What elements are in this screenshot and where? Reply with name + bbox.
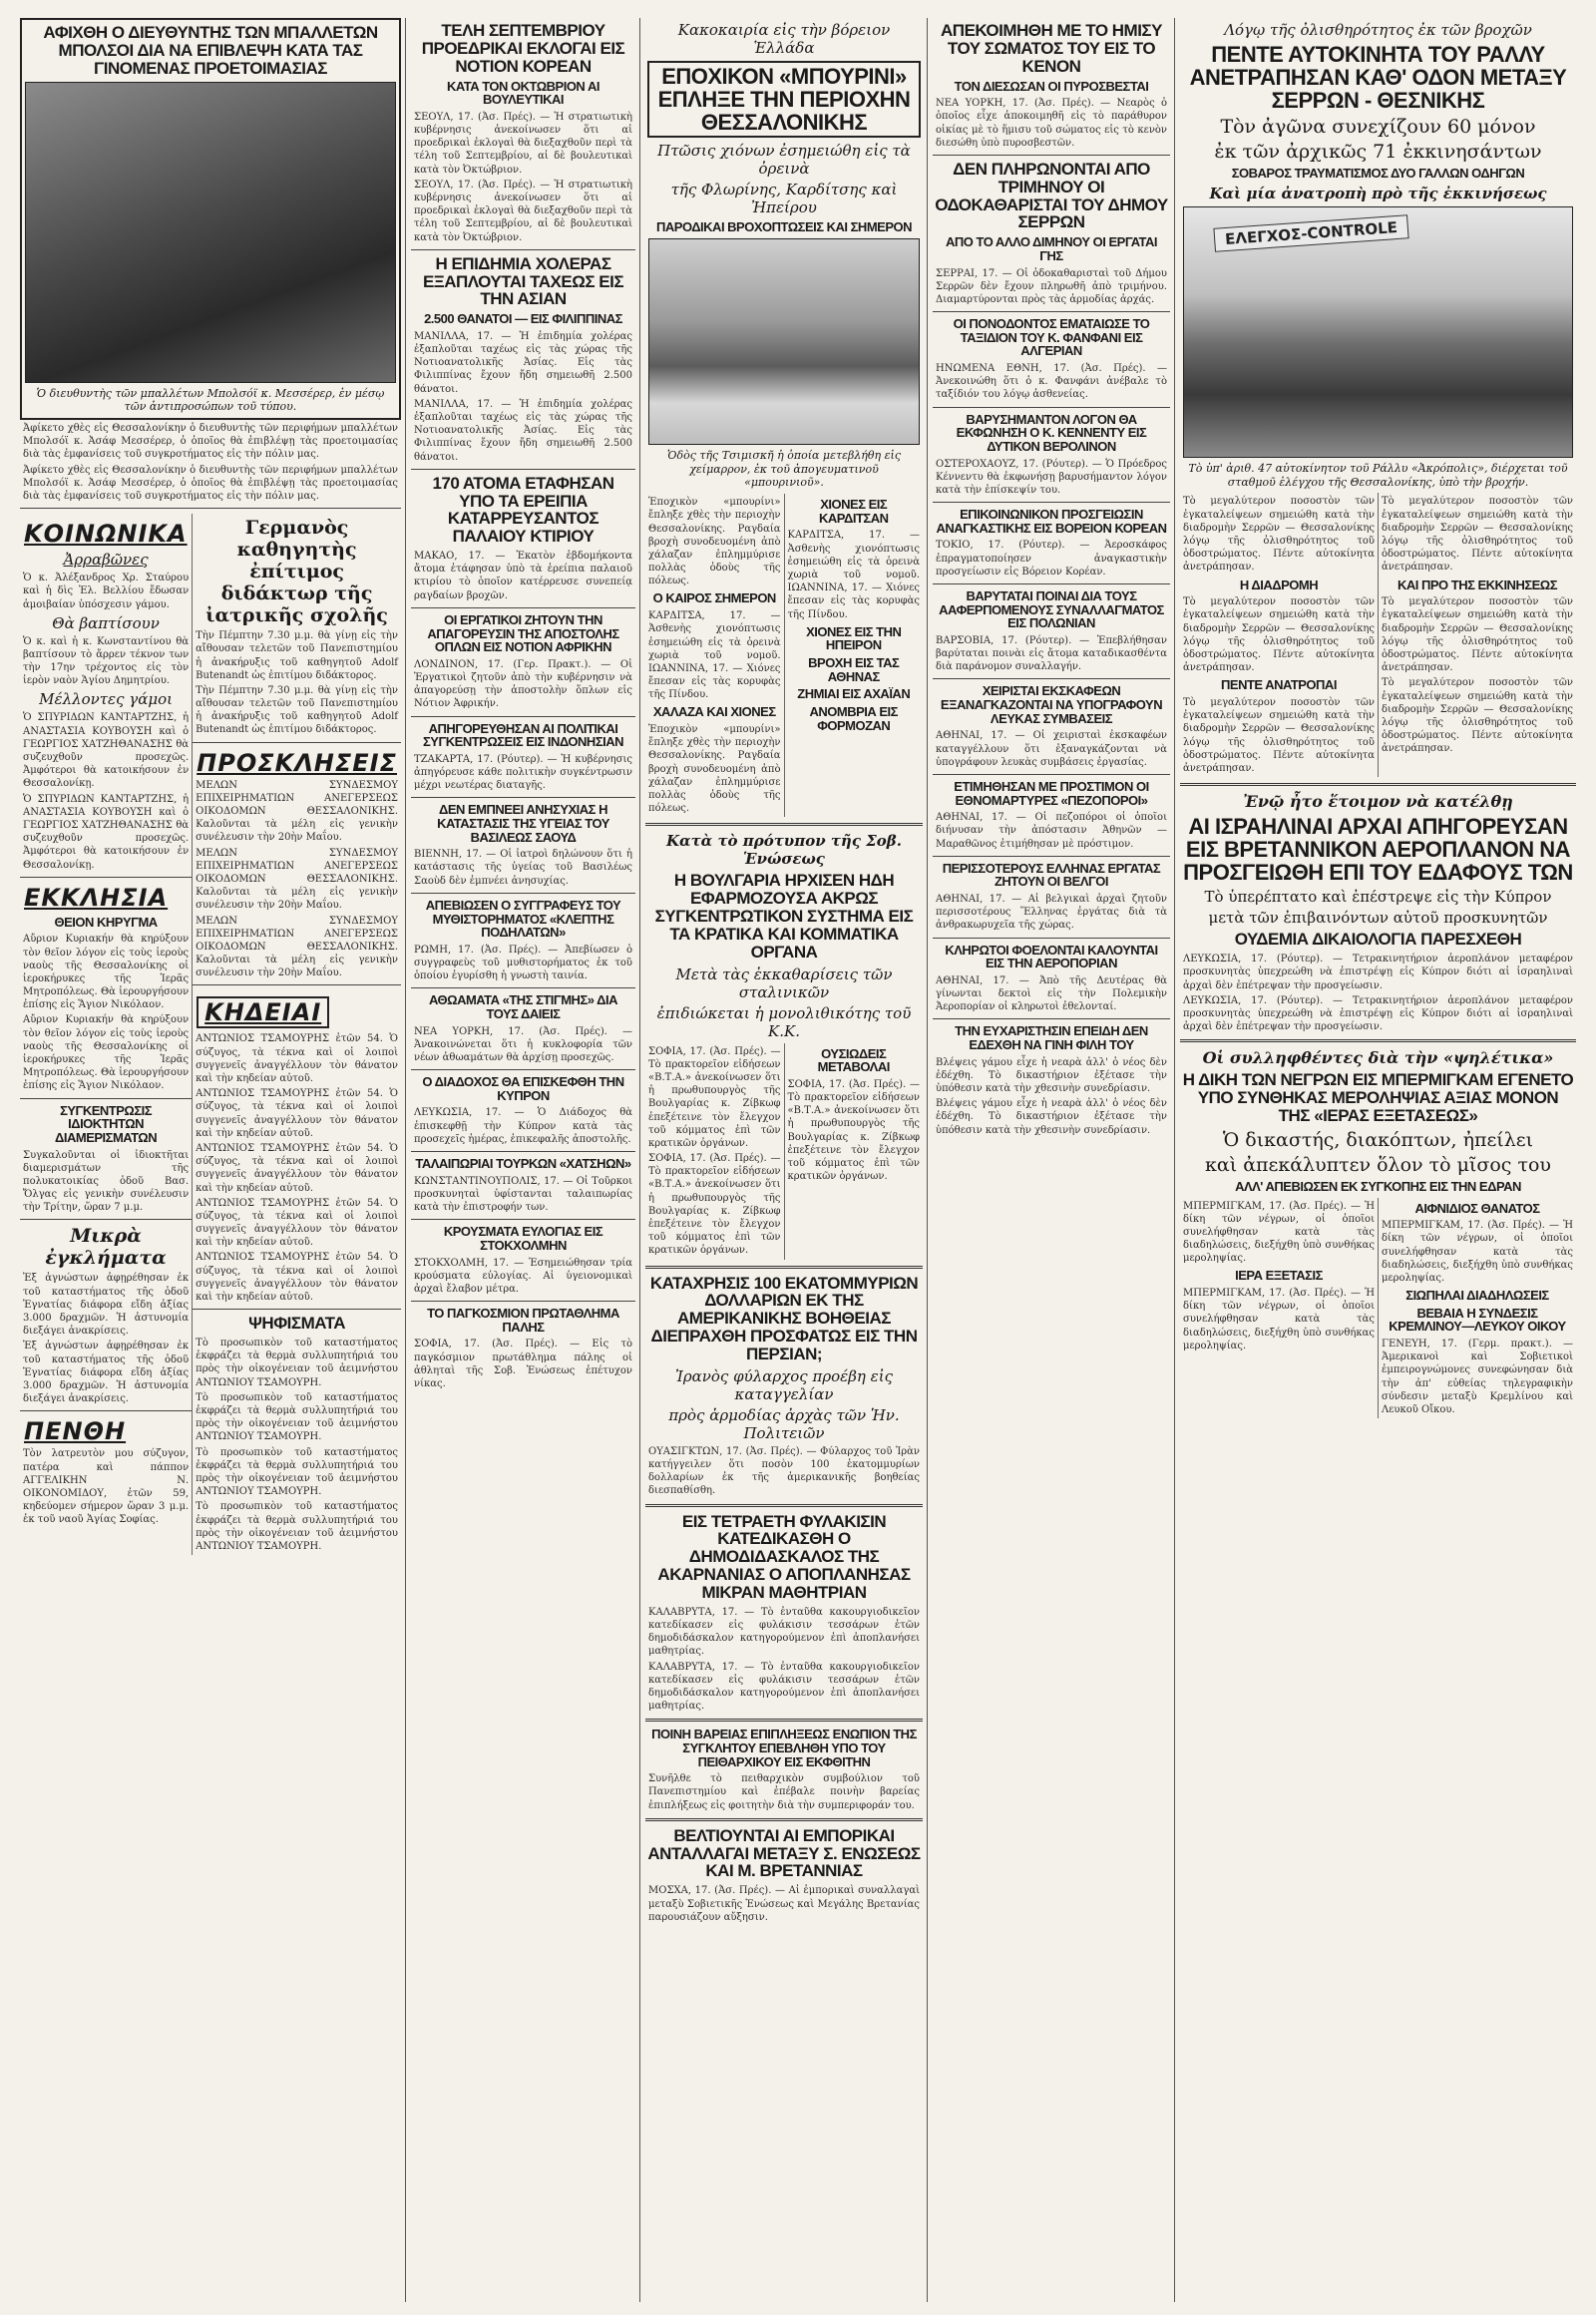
resolutions-body: Τὸ προσωπικὸν τοῦ καταστήματος ἐκφράζει τὰ θερμὰ συλλυπητήριά του πρὸς τὴν οἰκογένειαν τοῦ ἀειμνήστου ΑΝΤΩΝΙΟΥ ΤΣΑΜΟΥΡΗ. bbox=[196, 1446, 398, 1498]
acarnania-headline: ΕΙΣ ΤΕΤΡΑΕΤΗ ΦΥΛΑΚΙΣΙΝ ΚΑΤΕΔΙΚΑΣΘΗ Ο ΔΗΜΟΔΙΔΑΣΚΑΛΟΣ ΤΗΣ ΑΚΑΡΝΑΝΙΑΣ Ο ΑΠΟΠΛΑΝΗΣΑΣ ΜΙΚΡΑΝ ΜΑΘΗΤΡΙΑΝ bbox=[657, 1511, 911, 1602]
bulgaria-left bbox=[645, 1043, 784, 1260]
divider bbox=[933, 856, 1170, 857]
korea-headline: ΤΕΛΗ ΣΕΠΤΕΜΒΡΙΟΥ ΠΡΟΕΔΡΙΚΑΙ ΕΚΛΟΓΑΙ ΕΙΣ ΝΟΤΙΟΝ ΚΟΡΕΑΝ bbox=[421, 21, 625, 76]
society-baptisms: Θὰ βαπτίσουν bbox=[52, 613, 160, 632]
birmingham-section: ΣΙΩΠΗΛΑΙ ΔΙΑΔΗΛΩΣΕΙΣ bbox=[1405, 1288, 1549, 1304]
col1-right bbox=[192, 514, 401, 1555]
column-4 bbox=[933, 18, 1170, 2302]
hotline-headline: ΒΕΒΑΙΑ Η ΣΥΝΔΕΣΙΣ ΚΡΕΜΛΙΝΟΥ—ΛΕΥΚΟΥ ΟΙΚΟΥ bbox=[1389, 1305, 1566, 1335]
divider bbox=[645, 823, 923, 826]
romance-body: Βλέψεις γάμου εἶχε ἡ νεαρὰ ἀλλ' ὁ νέος δὲν ἐδέχθη. Τὸ δικαστήριον ἐξέτασε τὴν ὑπόθεσιν κατὰ τὴν χθεσινὴν συνεδρίασιν. bbox=[936, 1098, 1167, 1136]
resolutions-body: Τὸ προσωπικὸν τοῦ καταστήματος ἐκφράζει τὰ θερμὰ συλλυπητήριά του πρὸς τὴν οἰκογένειαν τοῦ ἀειμνήστου ΑΝΤΩΝΙΟΥ ΤΣΑΜΟΥΡΗ. bbox=[196, 1501, 398, 1552]
column-3 bbox=[645, 18, 923, 2302]
birmingham-split bbox=[1180, 1198, 1576, 1419]
birmingham-sub: Ὁ δικαστής, διακόπτων, ἠπείλει bbox=[1222, 1128, 1534, 1151]
arms-body: ΛΟΝΔΙΝΟΝ, 17. (Γερ. Πρακτ.). — Οἱ Ἐργατικοὶ ζητοῦν ἀπὸ τὴν κυβέρνησιν νὰ ἀπαγορεύσῃ τὴν ἀποστολὴν ὅπλων εἰς Νότιον Ἀφρικήν. bbox=[414, 658, 632, 710]
rally-photo bbox=[1183, 206, 1573, 458]
ballet-photo bbox=[25, 82, 396, 383]
rally-headline: ΠΕΝΤΕ ΑΥΤΟΚΙΝΗΤΑ ΤΟΥ ΡΑΛΛΥ ΑΝΕΤΡΑΠΗΣΑΝ ΚΑΘ' ΟΔΟΝ ΜΕΤΑΞΥ ΣΕΡΡΩΝ - ΘΕΣΝΙΚΗΣ bbox=[1189, 42, 1567, 114]
divider bbox=[645, 1504, 923, 1507]
weather-body: Ἐποχικὸν «μπουρίνι» ἔπληξε χθὲς τὴν περιοχὴν Θεσσαλονίκης. Ραγδαία βροχὴ συνοδευομένη ἀπὸ χάλαζαν ἐπλημμύρισε πολλὰς ὁδοὺς τῆς πόλεως. bbox=[648, 724, 781, 815]
divider bbox=[411, 1069, 635, 1070]
sleeper-body: ΝΕΑ ΥΟΡΚΗ, 17. (Ἀσ. Πρές). — Νεαρὸς ὁ ὁποῖος εἶχε ἀποκοιμηθῆ εἰς τὸ παράθυρον οἰκίας μὲ τὸ ἥμισυ τοῦ σώματος εἰς τὸ κενὸν διεσώθη ὑπὸ πυροσβεστῶν. bbox=[936, 98, 1167, 149]
column-1 bbox=[20, 18, 401, 2302]
divider bbox=[20, 1219, 192, 1220]
funerals-body: ΑΝΤΩΝΙΟΣ ΤΣΑΜΟΥΡΗΣ ἐτῶν 54. Ὁ σύζυγος, τὰ τέκνα καὶ οἱ λοιποὶ συγγενεῖς ἀναγγέλλουν τὸν θάνατον καὶ τὴν κηδείαν αὐτοῦ. bbox=[196, 1197, 398, 1249]
rally-sub: Καὶ μία ἀνατροπὴ πρὸ τῆς ἐκκινήσεως bbox=[1209, 184, 1547, 202]
belgium-body: ΑΘΗΝΑΙ, 17. — Αἱ βελγικαὶ ἀρχαὶ ζητοῦν περισσοτέρους Ἕλληνας ἐργάτας διὰ τὰ ἀνθρακωρυχεῖα τῆς χώρας. bbox=[936, 894, 1167, 932]
rally-sub: ΣΟΒΑΡΟΣ ΤΡΑΥΜΑΤΙΣΜΟΣ ΔΥΟ ΓΑΛΛΩΝ ΟΔΗΓΩΝ bbox=[1231, 166, 1525, 182]
weather-sub: Πτῶσις χιόνων ἐσημειώθη εἰς τὰ ὀρεινὰ bbox=[657, 142, 911, 179]
birmingham-sub: καὶ ἀπεκάλυπτεν ὅλον τὸ μῖσος του bbox=[1205, 1153, 1551, 1176]
kennedy-headline: ΒΑΡΥΣΗΜΑΝΤΟΝ ΛΟΓΟΝ ΘΑ ΕΚΦΩΝΗΣΗ Ο Κ. ΚΕΝΝΕΝΤΥ ΕΙΣ ΔΥΤΙΚΟΝ ΒΕΡΟΛΙΝΟΝ bbox=[956, 411, 1147, 454]
persia-headline: ΚΑΤΑΧΡΗΣΙΣ 100 ΕΚΑΤΟΜΜΥΡΙΩΝ ΔΟΛΛΑΡΙΩΝ ΕΚ ΤΗΣ ΑΜΕΡΙΚΑΝΙΚΗΣ ΒΟΗΘΕΙΑΣ ΔΙΕΠΡΑΧΘΗ ΠΡΟΣΦΑΤΩΣ ΕΙΣ ΤΗΝ ΠΕΡΣΙΑΝ; bbox=[649, 1273, 919, 1363]
weather-body: ΚΑΡΔΙΤΣΑ, 17. — Ἀσθενὴς χιονόπτωσις ἐσημειώθη εἰς τὰ ὀρεινὰ χωριὰ τοῦ νομοῦ. ΙΩΑΝΝΙΝΑ, 17. — Χιόνες ἔπεσαν εἰς τὰς κορυφὰς τῆς Πίνδου. bbox=[787, 530, 920, 620]
divider bbox=[933, 502, 1170, 503]
society-title: ΚΟΙΝΩΝΙΚΑ bbox=[24, 520, 188, 549]
hikers-headline: ΕΤΙΜΗΘΗΣΑΝ ΜΕ ΠΡΟΣΤΙΜΟΝ ΟΙ ΕΘΝΟΜΑΡΤΥΡΕΣ «ΠΕΖΟΠΟΡΟΙ» bbox=[954, 778, 1149, 808]
landing-headline: ΕΠΙΚΟΙΝΩΝΙΚΟΝ ΠΡΟΣΓΕΙΩΣΙΝ ΑΝΑΓΚΑΣΤΙΚΗΣ ΕΙΣ ΒΟΡΕΙΟΝ ΚΟΡΕΑΝ bbox=[936, 507, 1167, 536]
church-sub: ΘΕΙΟΝ ΚΗΡΥΓΜΑ bbox=[54, 914, 158, 930]
divider bbox=[933, 407, 1170, 408]
divider bbox=[645, 1719, 923, 1722]
author-body: ΡΩΜΗ, 17. (Ἀσ. Πρές). — Ἀπεβίωσεν ὁ συγγραφεὺς τοῦ μυθιστορήματος ἐκ τοῦ ὁποίου ἐγυρίσθη ἡ γνωστὴ ταινία. bbox=[414, 944, 632, 982]
mourning-title: ΠΕΝΘΗ bbox=[24, 1417, 127, 1446]
ballet-caption: Ὁ διευθυντὴς τῶν μπαλλέτων Μπολσόϊ κ. Μεσσέρερ, ἐν μέσῳ τῶν ἀντιπροσώπων τοῦ τύπου. bbox=[36, 386, 385, 414]
pilgrims-body: ΚΩΝΣΤΑΝΤΙΝΟΥΠΟΛΙΣ, 17. — Οἱ Τοῦρκοι προσκυνηταὶ ὑφίστανται ταλαιπωρίας κατὰ τὴν ἐπιστροφήν των. bbox=[414, 1175, 632, 1214]
serres-headline: ΔΕΝ ΠΛΗΡΩΝΟΝΤΑΙ ΑΠΟ ΤΡΙΜΗΝΟΥ ΟΙ ΟΔΟΚΑΘΑΡΙΣΤΑΙ ΤΟΥ ΔΗΜΟΥ ΣΕΡΡΩΝ bbox=[935, 159, 1168, 232]
society-body: Ὁ ΣΠΥΡΙΔΩΝ ΚΑΝΤΑΡΤΖΗΣ, ἡ ΑΝΑΣΤΑΣΙΑ ΚΟΥΒΟΥΣΗ καὶ ὁ ΓΕΩΡΓΙΟΣ ΧΑΤΖΗΘΑΝΑΣΗΣ θὰ συζευχθοῦν προσεχῶς. Ἀμφότεροι θὰ κατοικήσουν ἐν Θεσσαλονίκῃ. bbox=[23, 712, 190, 790]
indonesia-headline: ΑΠΗΓΟΡΕΥΘΗΣΑΝ ΑΙ ΠΟΛΙΤΙΚΑΙ ΣΥΓΚΕΝΤΡΩΣΕΙΣ ΕΙΣ ΙΝΔΟΝΗΣΙΑΝ bbox=[422, 720, 624, 750]
col1-left bbox=[20, 514, 192, 1555]
rally-body: Τὸ μεγαλύτερον ποσοστὸν τῶν ἐγκαταλείψεων σημειώθη κατὰ τὴν διαδρομὴν Σερρῶν — Θεσσαλονίκης λόγῳ τῆς ὀλισθηρότητος τοῦ ὁδοστρώματος. Πέντε αὐτοκίνητα ἀνετράπησαν. bbox=[1183, 496, 1375, 574]
divider bbox=[933, 583, 1170, 584]
weather-headline: ΕΠΟΧΙΚΟΝ «ΜΠΟΥΡΙΝΙ» ΕΠΛΗΞΕ ΤΗΝ ΠΕΡΙΟΧΗΝ ΘΕΣΣΑΛΟΝΙΚΗΣ bbox=[647, 61, 921, 138]
bulgaria-section: ΟΥΣΙΩΔΕΙΣ ΜΕΤΑΒΟΛΑΙ bbox=[817, 1045, 890, 1075]
weather-sub: ΠΑΡΟΔΙΚΑΙ ΒΡΟΧΟΠΤΩΣΕΙΣ ΚΑΙ ΣΗΜΕΡΟΝ bbox=[656, 219, 912, 235]
crimes-headline: Μικρὰ ἐγκλήματα bbox=[45, 1225, 167, 1270]
wrestling-body: ΣΟΦΙΑ, 17. (Ἀσ. Πρές). — Εἰς τὸ παγκόσμιον πρωτάθλημα πάλης οἱ ἀθληταὶ τῆς Σοβ. Ἑνώσεως ἐπέτυχον νίκας. bbox=[414, 1339, 632, 1389]
crimes-body: Ἐξ ἀγνώστων ἀφῃρέθησαν ἐκ τοῦ καταστήματος τῆς ὁδοῦ Ἐγνατίας διάφορα εἴδη ἀξίας 3.000 δραχμῶν. Ἡ ἀστυνομία διεξάγει ἀνακρίσεις. bbox=[23, 1273, 190, 1338]
fanfani-body: ΗΝΩΜΕΝΑ ΕΘΝΗ, 17. (Ἀσ. Πρές). — Ἀνεκοινώθη ὅτι ὁ κ. Φανφάνι ἀνέβαλε τὸ ταξίδιόν του λόγῳ ἀσθενείας. bbox=[936, 363, 1167, 401]
israel-sub: μετὰ τῶν ἐπιβαινόντων αὐτοῦ προσκυνητῶν bbox=[1208, 909, 1548, 928]
weather-section: ΖΗΜΙΑΙ ΕΙΣ ΑΧΑΪΑΝ bbox=[797, 686, 911, 702]
weather-left bbox=[645, 494, 784, 817]
rally-section: Η ΔΙΑΔΡΟΜΗ bbox=[1239, 577, 1319, 592]
flood-photo bbox=[648, 238, 920, 445]
rally-section: ΚΑΙ ΠΡΟ ΤΗΣ ΕΚΚΙΝΗΣΕΩΣ bbox=[1396, 577, 1558, 592]
rally-body: Τὸ μεγαλύτερον ποσοστὸν τῶν ἐγκαταλείψεων σημειώθη κατὰ τὴν διαδρομὴν Σερρῶν — Θεσσαλονίκης λόγῳ τῆς ὀλισθηρότητος τοῦ ὁδοστρώματος. Πέντε αὐτοκίνητα ἀνετράπησαν. bbox=[1382, 596, 1573, 674]
acarnania-body: ΚΑΛΑΒΡΥΤΑ, 17. — Τὸ ἐνταῦθα κακουργιοδικεῖον κατεδίκασεν εἰς φυλάκισιν τεσσάρων ἐτῶν δημοδιδάσκαλον κατηγορούμενον ἐπὶ ἀποπλανήσει μαθητρίας. bbox=[648, 1661, 920, 1713]
saud-headline: ΔΕΝ ΕΜΠΝΕΕΙ ΑΝΗΣΥΧΙΑΣ Η ΚΑΤΑΣΤΑΣΙΣ ΤΗΣ ΥΓΕΙΑΣ ΤΟΥ ΒΑΣΙΛΕΩΣ ΣΑΟΥΔ bbox=[437, 802, 609, 845]
birmingham-body: ΜΠΕΡΜΙΓΚΑΜ, 17. (Ἀσ. Πρές). — Ἡ δίκη τῶν νέγρων, οἱ ὁποῖοι συνελήφθησαν κατὰ τὰς διαδηλώσεις, διεξήχθη ὑπὸ συνθήκας μεροληψίας. bbox=[1183, 1288, 1375, 1351]
birmingham-sub: ΑΛΛ' ΑΠΕΒΙΩΣΕΝ ΕΚ ΣΥΓΚΟΠΗΣ ΕΙΣ ΤΗΝ ΕΔΡΑΝ bbox=[1235, 1178, 1521, 1194]
rally-body: Τὸ μεγαλύτερον ποσοστὸν τῶν ἐγκαταλείψεων σημειώθη κατὰ τὴν διαδρομὴν Σερρῶν — Θεσσαλονίκης λόγῳ τῆς ὀλισθηρότητος τοῦ ὁδοστρώματος. Πέντε αὐτοκίνητα ἀνετράπησαν. bbox=[1382, 496, 1573, 574]
weather-section: ΒΡΟΧΗ ΕΙΣ ΤΑΣ ΑΘΗΝΑΣ bbox=[808, 655, 900, 684]
belgium-headline: ΠΕΡΙΣΣΟΤΕΡΟΥΣ ΕΛΛΗΝΑΣ ΕΡΓΑΤΑΣ ΖΗΤΟΥΝ ΟΙ ΒΕΛΓΟΙ bbox=[942, 860, 1161, 890]
discipline-body: Συνῆλθε τὸ πειθαρχικὸν συμβούλιον τοῦ Πανεπιστημίου καὶ ἐπέβαλε ποινὴν βαρείας ἐπιπλήξεως εἰς φοιτητὴν διὰ τὴν συμπεριφοράν του. bbox=[648, 1773, 920, 1811]
divider bbox=[20, 508, 401, 509]
bulgaria-split bbox=[645, 1043, 923, 1260]
weather-kicker: Κακοκαιρία εἰς τὴν βόρειον Ἑλλάδα bbox=[677, 21, 891, 57]
fanfani-headline: ΟΙ ΠΟΝΟΔΟΝΤΟΣ ΕΜΑΤΑΙΩΣΕ ΤΟ ΤΑΞΙΔΙΟΝ ΤΟΥ Κ. ΦΑΝΦΑΝΙ ΕΙΣ ΑΛΓΕΡΙΑΝ bbox=[953, 316, 1150, 359]
cholera-body: ΜΑΝΙΛΛΑ, 17. — Ἡ ἐπιδημία χολέρας ἐξαπλοῦται ταχέως εἰς τὰς χώρας τῆς Νοτιοανατολικῆς Ἀσίας. Εἰς τὰς Φιλιππίνας ἔχουν ἤδη σημειωθῆ 2.500 θάνατοι. bbox=[414, 398, 632, 463]
funerals-body: ΑΝΤΩΝΙΟΣ ΤΣΑΜΟΥΡΗΣ ἐτῶν 54. Ὁ σύζυγος, τὰ τέκνα καὶ οἱ λοιποὶ συγγενεῖς ἀναγγέλλουν τὸν θάνατον καὶ τὴν κηδείαν αὐτοῦ. bbox=[196, 1142, 398, 1194]
hikers-body: ΑΘΗΝΑΙ, 17. — Οἱ πεζοπόροι οἱ ὁποῖοι διήνυσαν τὴν ἀπόστασιν Ἀθηνῶν — Μαραθῶνος ἐτιμήθησαν μὲ πρόστιμον. bbox=[936, 812, 1167, 850]
birmingham-body: ΜΠΕΡΜΙΓΚΑΜ, 17. (Ἀσ. Πρές). — Ἡ δίκη τῶν νέγρων, οἱ ὁποῖοι συνελήφθησαν κατὰ τὰς διαδηλώσεις, διεξήχθη ὑπὸ συνθήκας μεροληψίας. bbox=[1183, 1200, 1375, 1265]
divider bbox=[411, 1219, 635, 1220]
professor-body: Τὴν Πέμπτην 7.30 μ.μ. θὰ γίνῃ εἰς τὴν αἴθουσαν τελετῶν τοῦ Πανεπιστημίου ἡ ἀνακήρυξις τοῦ καθηγητοῦ Adolf Butenandt ὡς ἐπιτίμου διδάκτορος. bbox=[196, 684, 398, 736]
serres-body: ΣΕΡΡΑΙ, 17. — Οἱ ὁδοκαθαρισταὶ τοῦ Δήμου Σερρῶν δὲν ἔχουν πληρωθῆ ἀπὸ τριμήνου. Διαμαρτύρονται πρὸς τὰς ἁρμοδίας ἀρχάς. bbox=[936, 267, 1167, 305]
birmingham-section: ΙΕΡΑ ΕΞΕΤΑΣΙΣ bbox=[1235, 1268, 1323, 1284]
bulgaria-kicker: Κατὰ τὸ πρότυπον τῆς Σοβ. Ἑνώσεως bbox=[666, 832, 902, 869]
macao-body: ΜΑΚΑΟ, 17. — Ἑκατὸν ἑβδομήκοντα ἄτομα ἐτάφησαν ὑπὸ τὰ ἐρείπια παλαιοῦ κτιρίου τὸ ὁποῖον κατέρρευσε συνεπείᾳ ραγδαίων βροχῶν. bbox=[414, 551, 632, 601]
indonesia-body: ΤΖΑΚΑΡΤΑ, 17. (Ρόυτερ). — Ἡ κυβέρνησις ἀπηγόρευσε κάθε πολιτικὴν συγκέντρωσιν μέχρι νεωτέρας διαταγῆς. bbox=[414, 753, 632, 792]
church-body: Αὔριον Κυριακήν θὰ κηρύξουν τὸν θεῖον λόγον εἰς τοὺς ἱεροὺς ναοὺς τῆς Θεσσαλονίκης οἱ ἱεροκήρυκες τῆς Ἱερᾶς Μητροπόλεως. Θὰ ἱερουργήσουν ἐπίσης εἰς Ἅγιον Νικόλαον. bbox=[23, 934, 190, 1011]
weather-section: ΧΑΛΑΖΑ ΚΑΙ ΧΙΟΝΕΣ bbox=[652, 704, 776, 720]
divider bbox=[933, 311, 1170, 312]
cholera-headline: Η ΕΠΙΔΗΜΙΑ ΧΟΛΕΡΑΣ ΕΞΑΠΛΟΥΤΑΙ ΤΑΧΕΩΣ ΕΙΣ ΤΗΝ ΑΣΙΑΝ bbox=[422, 253, 624, 309]
divider bbox=[411, 893, 635, 894]
column-rule bbox=[1174, 18, 1175, 2302]
bulgaria-headline: Η ΒΟΥΛΓΑΡΙΑ ΗΡΧΙΣΕΝ ΗΔΗ ΕΦΑΡΜΟΖΟΥΣΑ ΑΚΡΩΣ ΣΥΓΚΕΝΤΡΩΤΙΚΟΝ ΣΥΣΤΗΜΑ ΕΙΣ ΤΑ ΚΡΑΤΙΚΑ ΚΑΙ ΚΟΜΜΑΤΙΚΑ ΟΡΓΑΝΑ bbox=[654, 871, 914, 962]
trade-body: ΜΟΣΧΑ, 17. (Ἀσ. Πρές). — Αἱ ἐμπορικαὶ συναλλαγαὶ μεταξὺ Σοβιετικῆς Ἑνώσεως καὶ Μεγάλης Βρετανίας παρουσιάζουν αὔξησιν. bbox=[648, 1885, 920, 1923]
poland-body: ΒΑΡΣΟΒΙΑ, 17. (Ρόυτερ). — Ἐπεβλήθησαν βαρύταται ποινὰι εἰς ἄτομα καταδικασθέντα διὰ παράνομον συναλλαγήν. bbox=[936, 634, 1167, 673]
stockholm-headline: ΚΡΟΥΣΜΑΤΑ ΕΥΛΟΓΙΑΣ ΕΙΣ ΣΤΟΚΧΟΛΜΗΝ bbox=[443, 1224, 603, 1253]
invitations-body: ΜΕΛΩΝ ΣΥΝΔΕΣΜΟΥ ΕΠΙΧΕΙΡΗΜΑΤΙΩΝ ΑΝΕΓΕΡΣΕΩΣ ΟΙΚΟΔΟΜΩΝ ΘΕΣΣΑΛΟΝΙΚΗΣ. Καλοῦνται τὰ μέλη εἰς γενικὴν συνέλευσιν τὴν 20ὴν Μαΐου. bbox=[196, 915, 398, 979]
sleeper-headline: ΑΠΕΚΟΙΜΗΘΗ ΜΕ ΤΟ ΗΜΙΣΥ ΤΟΥ ΣΩΜΑΤΟΣ ΤΟΥ ΕΙΣ ΤΟ ΚΕΝΟΝ bbox=[941, 21, 1162, 76]
romance-headline: ΤΗΝ ΕΥΧΑΡΙΣΤΗΣΙΝ ΕΠΕΙΔΗ ΔΕΝ ΕΔΕΧΘΗ ΝΑ ΓΙΝΗ ΦΙΛΗ ΤΟΥ bbox=[955, 1023, 1148, 1053]
birmingham-right bbox=[1378, 1198, 1576, 1419]
acarnania-body: ΚΑΛΑΒΡΥΤΑ, 17. — Τὸ ἐνταῦθα κακουργιοδικεῖον κατεδίκασεν εἰς φυλάκισιν τεσσάρων ἐτῶν δημοδιδάσκαλον κατηγορούμενον ἐπὶ ἀποπλανήσει μαθητρίας. bbox=[648, 1606, 920, 1658]
saud-body: ΒΙΕΝΝΗ, 17. — Οἱ ἰατροὶ δηλώνουν ὅτι ἡ κατάστασις τῆς ὑγείας τοῦ Βασιλέως Σαοὺδ δὲν ἐμπνέει ἀνησυχίας. bbox=[414, 849, 632, 887]
column-5 bbox=[1180, 18, 1576, 2302]
divider bbox=[411, 797, 635, 798]
rally-section: ΠΕΝΤΕ ΑΝΑΤΡΟΠΑΙ bbox=[1221, 677, 1337, 693]
divider bbox=[193, 742, 401, 743]
arms-headline: ΟΙ ΕΡΓΑΤΙΚΟΙ ΖΗΤΟΥΝ ΤΗΝ ΑΠΑΓΟΡΕΥΣΙΝ ΤΗΣ ΑΠΟΣΤΟΛΗΣ ΟΠΛΩΝ ΕΙΣ ΝΟΤΙΟΝ ΑΦΡΙΚΗΝ bbox=[427, 611, 619, 655]
divider bbox=[411, 1301, 635, 1302]
rally-body: Τὸ μεγαλύτερον ποσοστὸν τῶν ἐγκαταλείψεων σημειώθη κατὰ τὴν διαδρομὴν Σερρῶν — Θεσσαλονίκης λόγῳ τῆς ὀλισθηρότητος τοῦ ὁδοστρώματος. Πέντε αὐτοκίνητα ἀνετράπησαν. bbox=[1183, 696, 1375, 774]
church-body: Αὔριον Κυριακήν θὰ κηρύξουν τὸν θεῖον λόγον εἰς τοὺς ἱεροὺς ναοὺς τῆς Θεσσαλονίκης οἱ ἱεροκήρυκες τῆς Ἱερᾶς Μητροπόλεως. Θὰ ἱερουργήσουν ἐπίσης εἰς Ἅγιον Νικόλαον. bbox=[23, 1014, 190, 1092]
weather-section: ΧΙΟΝΕΣ ΕΙΣ ΤΗΝ ΗΠΕΙΡΟΝ bbox=[806, 623, 902, 653]
divider bbox=[933, 774, 1170, 775]
trade-headline: ΒΕΛΤΙΟΥΝΤΑΙ ΑΙ ΕΜΠΟΡΙΚΑΙ ΑΝΤΑΛΛΑΓΑΙ ΜΕΤΑΞΥ Σ. ΕΝΩΣΕΩΣ ΚΑΙ Μ. ΒΡΕΤΑΝΝΙΑΣ bbox=[647, 1825, 921, 1881]
rally-body: Τὸ μεγαλύτερον ποσοστὸν τῶν ἐγκαταλείψεων σημειώθη κατὰ τὴν διαδρομὴν Σερρῶν — Θεσσαλονίκης λόγῳ τῆς ὀλισθηρότητος τοῦ ὁδοστρώματος. Πέντε αὐτοκίνητα ἀνετράπησαν. bbox=[1183, 596, 1375, 674]
israel-sub: ΟΥΔΕΜΙΑ ΔΙΚΑΙΟΛΟΓΙΑ ΠΑΡΕΣΧΕΘΗ bbox=[1234, 930, 1522, 950]
blocks-body: Συγκαλοῦνται οἱ ἰδιοκτῆται διαμερισμάτων τῆς πολυκατοικίας ὁδοῦ Βασ. Ὄλγας εἰς γενικὴν συνέλευσιν τὴν Τρίτην, ὥραν 7 μ.μ. bbox=[23, 1149, 190, 1214]
israel-sub: Τὸ ὑπερέπτατο καὶ ἐπέστρεψε εἰς τὴν Κύπρον bbox=[1204, 888, 1552, 907]
successor-body: ΛΕΥΚΩΣΙΑ, 17. — Ὁ Διάδοχος θὰ ἐπισκεφθῇ τὴν Κύπρον κατὰ τὰς προσεχεῖς ἡμέρας, ἐπικεφαλῆς ἀποστολῆς. bbox=[414, 1107, 632, 1145]
rally-caption: Τὸ ὑπ' ἀριθ. 47 αὐτοκίνητον τοῦ Ράλλυ «Ἀκρόπολις», διέρχεται τοῦ σταθμοῦ ἐλέγχου τῆς Θεσσαλονίκης, ὑπὸ τὴν βροχήν. bbox=[1188, 461, 1568, 489]
divider bbox=[20, 1098, 192, 1099]
rally-body: Τὸ μεγαλύτερον ποσοστὸν τῶν ἐγκαταλείψεων σημειώθη κατὰ τὴν διαδρομὴν Σερρῶν — Θεσσαλονίκης λόγῳ τῆς ὀλισθηρότητος τοῦ ὁδοστρώματος. Πέντε αὐτοκίνητα ἀνετράπησαν. bbox=[1382, 677, 1573, 755]
weather-body: ΚΑΡΔΙΤΣΑ, 17. — Ἀσθενὴς χιονόπτωσις ἐσημειώθη εἰς τὰ ὀρεινὰ χωριὰ τοῦ νομοῦ. ΙΩΑΝΝΙΝΑ, 17. — Χιόνες ἔπεσαν εἰς τὰς κορυφὰς τῆς Πίνδου. bbox=[648, 610, 781, 701]
weather-body: Ἐποχικὸν «μπουρίνι» ἔπληξε χθὲς τὴν περιοχὴν Θεσσαλονίκης. Ραγδαία βροχὴ συνοδευομένη ἀπὸ χάλαζαν ἐπλημμύρισε πολλὰς ὁδοὺς τῆς πόλεως. bbox=[648, 497, 781, 587]
wrestling-headline: ΤΟ ΠΑΓΚΟΣΜΙΟΝ ΠΡΩΤΑΘΛΗΜΑ ΠΑΛΗΣ bbox=[427, 1306, 619, 1335]
persia-sub: πρὸς ἁρμοδίας ἀρχὰς τῶν Ἡν. Πολιτειῶν bbox=[668, 1405, 900, 1442]
macao-headline: 170 ΑΤΟΜΑ ΕΤΑΦΗΣΑΝ ΥΠΟ ΤΑ ΕΡΕΙΠΙΑ ΚΑΤΑΡΡΕΥΣΑΝΤΟΣ ΠΑΛΑΙΟΥ ΚΤΙΡΙΟΥ bbox=[432, 473, 614, 547]
resolutions-body: Τὸ προσωπικὸν τοῦ καταστήματος ἐκφράζει τὰ θερμὰ συλλυπητήριά του πρὸς τὴν οἰκογένειαν τοῦ ἀειμνήστου ΑΝΤΩΝΙΟΥ ΤΣΑΜΟΥΡΗ. bbox=[196, 1338, 398, 1388]
cholera-body: ΜΑΝΙΛΛΑ, 17. — Ἡ ἐπιδημία χολέρας ἐξαπλοῦται ταχέως εἰς τὰς χώρας τῆς Νοτιοανατολικῆς Ἀσίας. Εἰς τὰς Φιλιππίνας ἔχουν ἤδη σημειωθῆ 2.500 θάνατοι. bbox=[414, 330, 632, 395]
bulgaria-sub: Μετὰ τὰς ἐκκαθαρίσεις τῶν σταλινικῶν bbox=[675, 965, 893, 1001]
crimes-body: Ἐξ ἀγνώστων ἀφῃρέθησαν ἐκ τοῦ καταστήματος τῆς ὁδοῦ Ἐγνατίας διάφορα εἴδη ἀξίας 3.000 δραχμῶν. Ἡ ἀστυνομία διεξάγει ἀνακρίσεις. bbox=[23, 1341, 190, 1405]
invitations-body: ΜΕΛΩΝ ΣΥΝΔΕΣΜΟΥ ΕΠΙΧΕΙΡΗΜΑΤΙΩΝ ΑΝΕΓΕΡΣΕΩΣ ΟΙΚΟΔΟΜΩΝ ΘΕΣΣΑΛΟΝΙΚΗΣ. Καλοῦνται τὰ μέλη εἰς γενικὴν συνέλευσιν τὴν 20ὴν Μαΐου. bbox=[196, 847, 398, 912]
control-sign: ΕΛΕΓΧΟΣ-CONTROLE bbox=[1213, 214, 1408, 252]
divider bbox=[933, 678, 1170, 679]
newspaper-page bbox=[20, 18, 1576, 2302]
korea-sub: ΚΑΤΑ ΤΟΝ ΟΚΤΩΒΡΙΟΝ ΑΙ ΒΟΥΛΕΥΤΙΚΑΙ bbox=[447, 78, 599, 108]
divider bbox=[411, 987, 635, 988]
birmingham-left bbox=[1180, 1198, 1378, 1419]
divider bbox=[411, 607, 635, 608]
society-engagements: Ἀρραβῶνες bbox=[63, 551, 149, 570]
mourning-body: Τὸν λατρευτὸν μου σύζυγον, πατέρα καὶ πάππον ΑΓΓΕΛΙΚΗΝ Ν. ΟΙΚΟΝΟΜΙΔΟΥ, ἐτῶν 59, κηδεύομεν σήμερον ὥραν 3 μ.μ. ἐκ τοῦ ναοῦ Ἁγίας Σοφίας. bbox=[23, 1448, 190, 1526]
funerals-title: ΚΗΔΕΙΑΙ bbox=[197, 996, 329, 1028]
invitations-title: ΠΡΟΣΚΛΗΣΕΙΣ bbox=[197, 748, 397, 777]
successor-headline: Ο ΔΙΑΔΟΧΟΣ ΘΑ ΕΠΙΣΚΕΦΘΗ ΤΗΝ ΚΥΠΡΟΝ bbox=[422, 1074, 624, 1103]
funerals-body: ΑΝΤΩΝΙΟΣ ΤΣΑΜΟΥΡΗΣ ἐτῶν 54. Ὁ σύζυγος, τὰ τέκνα καὶ οἱ λοιποὶ συγγενεῖς ἀναγγέλλουν τὸν θάνατον καὶ τὴν κηδείαν αὐτοῦ. bbox=[196, 1252, 398, 1304]
ballet-body: Ἀφίκετο χθὲς εἰς Θεσσαλονίκην ὁ διευθυντὴς τῶν περιφήμων μπαλλέτων Μπολσόϊ κ. Ἀσάφ Μεσσέρερ, ὁ ὁποῖος θὰ ἐπιβλέψῃ τὰς προετοιμασίας διὰ τὰς ἐμφανίσεις τοῦ συγκροτήματος εἰς τὴν πόλιν μας. bbox=[23, 423, 398, 461]
serres-sub: ΑΠΟ ΤΟ ΑΛΛΟ ΔΙΜΗΝΟΥ ΟΙ ΕΡΓΑΤΑΙ ΓΗΣ bbox=[945, 234, 1158, 263]
funerals-body: ΑΝΤΩΝΙΟΣ ΤΣΑΜΟΥΡΗΣ ἐτῶν 54. Ὁ σύζυγος, τὰ τέκνα καὶ οἱ λοιποὶ συγγενεῖς ἀναγγέλλουν τὸν θάνατον καὶ τὴν κηδείαν αὐτοῦ. bbox=[196, 1033, 398, 1085]
professor-body: Τὴν Πέμπτην 7.30 μ.μ. θὰ γίνῃ εἰς τὴν αἴθουσαν τελετῶν τοῦ Πανεπιστημίου ἡ ἀνακήρυξις τοῦ καθηγητοῦ Adolf Butenandt ὡς ἐπιτίμου διδάκτορος. bbox=[196, 630, 398, 681]
bulgaria-body: ΣΟΦΙΑ, 17. (Ἀσ. Πρές). — Τὸ πρακτορεῖον εἰδήσεων «Β.Τ.Α.» ἀνεκοίνωσεν ὅτι ἡ πρωθυπουργὸς τῆς Βουλγαρίας κ. Ζίβκωφ ἐπεξέτεινε τὸν ἔλεγχον τοῦ κόμματος ἐπὶ τῶν κρατικῶν ὀργάνων. bbox=[648, 1045, 781, 1149]
rally-left bbox=[1180, 493, 1378, 777]
rally-sub: Τὸν ἀγῶνα συνεχίζουν 60 μόνον bbox=[1220, 116, 1536, 139]
divider bbox=[1180, 1039, 1576, 1042]
bulgaria-sub: ἐπιδιώκεται ἡ μονολιθικότης τοῦ Κ.Κ. bbox=[656, 1003, 912, 1040]
weather-split bbox=[645, 494, 923, 817]
excavator-headline: ΧΕΙΡΙΣΤΑΙ ΕΚΣΚΑΦΕΩΝ ΕΞΑΝΑΓΚΑΖΟΝΤΑΙ ΝΑ ΥΠΟΓΡΑΦΟΥΝ ΛΕΥΚΑΣ ΣΥΜΒΑΣΕΙΣ bbox=[940, 683, 1163, 726]
divider bbox=[20, 1410, 192, 1411]
romance-body: Βλέψεις γάμου εἶχε ἡ νεαρὰ ἀλλ' ὁ νέος δὲν ἐδέχθη. Τὸ δικαστήριον ἐξέτασε τὴν ὑπόθεσιν κατὰ τὴν χθεσινὴν συνεδρίασιν. bbox=[936, 1056, 1167, 1095]
church-title: ΕΚΚΛΗΣΙΑ bbox=[24, 883, 169, 912]
airforce-headline: ΚΛΗΡΩΤΟΙ ΦΟΕΛΟΝΤΑΙ ΚΑΛΟΥΝΤΑΙ ΕΙΣ ΤΗΝ ΑΕΡΟΠΟΡΙΑΝ bbox=[945, 942, 1158, 971]
divider bbox=[1180, 783, 1576, 786]
invitations-body: ΜΕΛΩΝ ΣΥΝΔΕΣΜΟΥ ΕΠΙΧΕΙΡΗΜΑΤΙΩΝ ΑΝΕΓΕΡΣΕΩΣ ΟΙΚΟΔΟΜΩΝ ΘΕΣΣΑΛΟΝΙΚΗΣ. Καλοῦνται τὰ μέλη εἰς γενικὴν συνέλευσιν τὴν 20ὴν Μαΐου. bbox=[196, 779, 398, 844]
divider bbox=[411, 1151, 635, 1152]
divider bbox=[933, 155, 1170, 156]
excavator-body: ΑΘΗΝΑΙ, 17. — Οἱ χειρισταὶ ἐκσκαφέων καταγγέλλουν ὅτι ἐξαναγκάζονται νὰ ὑπογράφουν λευκὰς συμβάσεις ἐργασίας. bbox=[936, 730, 1167, 768]
rally-sub: ἐκ τῶν ἀρχικῶς 71 ἐκκινησάντων bbox=[1214, 141, 1542, 164]
col1-lower-split bbox=[20, 514, 401, 1555]
rally-right bbox=[1378, 493, 1576, 777]
poland-headline: ΒΑΡΥΤΑΤΑΙ ΠΟΙΝΑΙ ΔΙΑ ΤΟΥΣ ΑΑΦΕΡΠΟΜΕΝΟΥΣ ΣΥΝΑΛΛΑΓΜΑΤΟΣ ΕΙΣ ΠΟΛΩΝΙΑΝ bbox=[939, 587, 1164, 631]
divider bbox=[411, 249, 635, 250]
divider bbox=[933, 938, 1170, 939]
resolutions-body: Τὸ προσωπικὸν τοῦ καταστήματος ἐκφράζει τὰ θερμὰ συλλυπητήριά του πρὸς τὴν οἰκογένειαν τοῦ ἀειμνήστου ΑΝΤΩΝΙΟΥ ΤΣΑΜΟΥΡΗ. bbox=[196, 1391, 398, 1443]
persia-body: ΟΥΑΣΙΓΚΤΩΝ, 17. (Ἀσ. Πρές). — Φύλαρχος τοῦ Ἰρὰν κατήγγειλεν ὅτι ποσὸν 100 ἑκατομμυρίων δολλαρίων ἐκ τῆς ἀμερικανικῆς βοηθείας διεσπαθίσθη. bbox=[648, 1445, 920, 1497]
author-headline: ΑΠΕΒΙΩΣΕΝ Ο ΣΥΓΓΡΑΦΕΥΣ ΤΟΥ ΜΥΘΙΣΤΟΡΗΜΑΤΟΣ «ΚΛΕΠΤΗΣ ΠΟΔΗΛΑΤΩΝ» bbox=[425, 897, 621, 941]
society-body: Ὁ ΣΠΥΡΙΔΩΝ ΚΑΝΤΑΡΤΖΗΣ, ἡ ΑΝΑΣΤΑΣΙΑ ΚΟΥΒΟΥΣΗ καὶ ὁ ΓΕΩΡΓΙΟΣ ΧΑΤΖΗΘΑΝΑΣΗΣ θὰ συζευχθοῦν προσεχῶς. Ἀμφότεροι θὰ κατοικήσουν ἐν Θεσσαλονίκῃ. bbox=[23, 793, 190, 871]
birmingham-headline: Η ΔΙΚΗ ΤΩΝ ΝΕΓΡΩΝ ΕΙΣ ΜΠΕΡΜΙΓΚΑΜ ΕΓΕΝΕΤΟ ΥΠΟ ΣΥΝΘΗΚΑΣ ΜΕΡΟΛΗΨΙΑΣ ΑΞΙΑΣ ΜΟΝΟΝ ΤΗΣ «ΙΕΡΑΣ ΕΞΕΤΑΣΕΩΣ» bbox=[1182, 1070, 1574, 1126]
sleeper-sub: ΤΟΝ ΔΙΕΣΩΣΑΝ ΟΙ ΠΥΡΟΣΒΕΣΤΑΙ bbox=[954, 78, 1149, 94]
israel-kicker: Ἐνῷ ἦτο ἕτοιμον νὰ κατέλθῃ bbox=[1243, 792, 1513, 812]
weather-section: Ο ΚΑΙΡΟΣ ΣΗΜΕΡΟΝ bbox=[652, 590, 776, 606]
divider bbox=[645, 1266, 923, 1269]
weather-right bbox=[784, 494, 924, 817]
society-body: Ὁ κ. Ἀλέξανδρος Χρ. Σταύρου καὶ ἡ δὶς Ἐλ. Βελλίου ἔδωσαν ἀμοιβαίαν ὑπόσχεσιν γάμου. bbox=[23, 573, 190, 610]
stamps-headline: ΑΘΩΑΜΑΤΑ «ΤΗΣ ΣΤΙΓΜΗΣ» ΔΙΑ ΤΟΥΣ ΔΑΙΕΙΣ bbox=[429, 992, 617, 1021]
divider bbox=[411, 716, 635, 717]
ballet-body: Ἀφίκετο χθὲς εἰς Θεσσαλονίκην ὁ διευθυντὴς τῶν περιφήμων μπαλλέτων Μπολσόϊ κ. Ἀσάφ Μεσσέρερ, ὁ ὁποῖος θὰ ἐπιβλέψῃ τὰς προετοιμασίας διὰ τὰς ἐμφανίσεις τοῦ συγκροτήματος εἰς τὴν πόλιν μας. bbox=[23, 464, 398, 502]
cholera-sub: 2.500 ΘΑΝΑΤΟΙ — ΕΙΣ ΦΙΛΙΠΠΙΝΑΣ bbox=[424, 311, 622, 327]
ballet-article bbox=[20, 18, 401, 420]
persia-sub: Ἰρανὸς φύλαρχος προέβη εἰς καταγγελίαν bbox=[675, 1366, 893, 1403]
weather-section: ΧΙΟΝΕΣ ΕΙΣ ΚΑΡΔΙΤΣΑΝ bbox=[819, 497, 889, 526]
weather-sub: τῆς Φλωρίνης, Καρδίτσης καὶ Ἠπείρου bbox=[670, 181, 898, 217]
society-weddings: Μέλλοντες γάμοι bbox=[39, 690, 173, 709]
column-rule bbox=[639, 18, 640, 2302]
divider bbox=[193, 984, 401, 985]
stamps-body: ΝΕΑ ΥΟΡΚΗ, 17. (Ἀσ. Πρές). — Ἀνακοινώνεται ὅτι ἡ κυκλοφορία τῶν νέων ἀθωαμάτων θὰ ἀρχίσῃ προσεχῶς. bbox=[414, 1025, 632, 1063]
column-rule bbox=[405, 18, 406, 2302]
bulgaria-body: ΣΟΦΙΑ, 17. (Ἀσ. Πρές). — Τὸ πρακτορεῖον εἰδήσεων «Β.Τ.Α.» ἀνεκοίνωσεν ὅτι ἡ πρωθυπουργὸς τῆς Βουλγαρίας κ. Ζίβκωφ ἐπεξέτεινε τὸν ἔλεγχον τοῦ κόμματος ἐπὶ τῶν κρατικῶν ὀργάνων. bbox=[787, 1078, 920, 1183]
pilgrims-headline: ΤΑΛΑΙΠΩΡΙΑΙ ΤΟΥΡΚΩΝ «ΧΑΤΣΗΩΝ» bbox=[415, 1156, 631, 1172]
discipline-headline: ΠΟΙΝΗ ΒΑΡΕΙΑΣ ΕΠΙΠΛΗΞΕΩΣ ΕΝΩΠΙΟΝ ΤΗΣ ΣΥΓΚΛΗΤΟΥ ΕΠΕΒΛΗΘΗ ΥΠΟ ΤΟΥ ΠΕΙΘΑΡΧΙΚΟΥ ΕΙΣ ΕΚΦΘΙΤΗΝ bbox=[651, 1727, 917, 1769]
bulgaria-body: ΣΟΦΙΑ, 17. (Ἀσ. Πρές). — Τὸ πρακτορεῖον εἰδήσεων «Β.Τ.Α.» ἀνεκοίνωσεν ὅτι ἡ πρωθυπουργὸς τῆς Βουλγαρίας κ. Ζίβκωφ ἐπεξέτεινε τὸν ἔλεγχον τοῦ κόμματος ἐπὶ τῶν κρατικῶν ὀργάνων. bbox=[648, 1153, 781, 1257]
stockholm-body: ΣΤΟΚΧΟΛΜΗ, 17. — Ἐσημειώθησαν τρία κρούσματα εὐλογίας. Αἱ ὑγειονομικαὶ ἀρχαὶ ἔλαβον μέτρα. bbox=[414, 1257, 632, 1295]
divider bbox=[933, 1018, 1170, 1019]
column-rule bbox=[927, 18, 928, 2302]
israel-body: ΛΕΥΚΩΣΙΑ, 17. (Ρόυτερ). — Τετρακινητήριον ἀεροπλάνον μεταφέρον προσκυνητὰς ὑπεχρεώθη νὰ ἐπιστρέψῃ εἰς Κύπρον διότι αἱ ἰσραηλιναὶ ἀρχαὶ δὲν ἐπέτρεψαν τὴν προσγείωσιν. bbox=[1183, 994, 1573, 1033]
weather-section: ΑΝΟΜΒΡΙΑ ΕΙΣ ΦΟΡΜΟΖΑΝ bbox=[809, 703, 898, 733]
birmingham-body: ΜΠΕΡΜΙΓΚΑΜ, 17. (Ἀσ. Πρές). — Ἡ δίκη τῶν νέγρων, οἱ ὁποῖοι συνελήφθησαν κατὰ τὰς διαδηλώσεις, διεξήχθη ὑπὸ συνθήκας μεροληψίας. bbox=[1382, 1220, 1573, 1284]
rally-split bbox=[1180, 493, 1576, 777]
israel-body: ΛΕΥΚΩΣΙΑ, 17. (Ρόυτερ). — Τετρακινητήριον ἀεροπλάνον μεταφέρον προσκυνητὰς ὑπεχρεώθη νὰ ἐπιστρέψῃ εἰς Κύπρον διότι αἱ ἰσραηλιναὶ ἀρχαὶ δὲν ἐπέτρεψαν τὴν προσγείωσιν. bbox=[1183, 954, 1573, 991]
divider bbox=[20, 877, 192, 878]
kennedy-body: ΟΣΤΕΡΟΧΑΟΥΖ, 17. (Ρόυτερ). — Ὁ Πρόεδρος Κέννεντυ θὰ ἐκφωνήσῃ βαρυσήμαντον λόγον κατὰ τὴν ἐπίσκεψίν του. bbox=[936, 458, 1167, 496]
flood-caption: Ὁδὸς τῆς Τσιμισκῆ ἡ ὁποία μετεβλήθη εἰς χείμαρρον, ἐκ τοῦ ἀπογευματινοῦ «μπουρινιοῦ». bbox=[667, 448, 901, 490]
airforce-body: ΑΘΗΝΑΙ, 17. — Ἀπὸ τῆς Δευτέρας θὰ γίνωνται δεκτοὶ εἰς τὴν Πολεμικὴν Ἀεροπορίαν οἱ κληρωτοὶ ἐθελονταί. bbox=[936, 974, 1167, 1013]
divider bbox=[193, 1309, 401, 1310]
landing-body: ΤΟΚΙΟ, 17. (Ρόυτερ). — Ἀεροσκάφος ἐπραγματοποίησεν ἀναγκαστικὴν προσγείωσιν εἰς Βόρειον Κορέαν. bbox=[936, 540, 1167, 578]
resolutions-title: ΨΗΦΙΣΜΑΤΑ bbox=[248, 1314, 345, 1334]
rally-kicker: Λόγῳ τῆς ὀλισθηρότητος ἐκ τῶν βροχῶν bbox=[1224, 21, 1532, 39]
israel-headline: ΑΙ ΙΣΡΑΗΛΙΝΑΙ ΑΡΧΑΙ ΑΠΗΓΟΡΕΥΣΑΝ ΕΙΣ ΒΡΕΤΑΝΝΙΚΟΝ ΑΕΡΟΠΛΑΝΟΝ ΝΑ ΠΡΟΣΓΕΙΩΘΗ ΕΠΙ ΤΟΥ ΕΔΑΦΟΥΣ ΤΩΝ bbox=[1183, 814, 1573, 886]
funerals-body: ΑΝΤΩΝΙΟΣ ΤΣΑΜΟΥΡΗΣ ἐτῶν 54. Ὁ σύζυγος, τὰ τέκνα καὶ οἱ λοιποὶ συγγενεῖς ἀναγγέλλουν τὸν θάνατον καὶ τὴν κηδείαν αὐτοῦ. bbox=[196, 1088, 398, 1139]
korea-body: ΣΕΟΥΛ, 17. (Ἀσ. Πρές). — Ἡ στρατιωτικὴ κυβέρνησις ἀνεκοίνωσεν ὅτι αἱ προεδρικαὶ ἐκλογαὶ θὰ διεξαχθοῦν περὶ τὰ τέλη τοῦ Σεπτεμβρίου, αἱ δὲ βουλευτικαὶ κατὰ τὸν Ὀκτώβριον. bbox=[414, 179, 632, 243]
professor-headline: Γερμανὸς καθηγητὴς ἐπίτιμος διδάκτωρ τῆς ἰατρικῆς σχολῆς bbox=[205, 517, 388, 627]
bulgaria-right bbox=[784, 1043, 924, 1260]
birmingham-kicker: Οἱ συλληφθέντες διὰ τὴν «ψηλέτικα» bbox=[1202, 1048, 1554, 1068]
ballet-headline: ΑΦΙΧΘΗ Ο ΔΙΕΥΘΥΝΤΗΣ ΤΩΝ ΜΠΑΛΛΕΤΩΝ ΜΠΟΛΣΟΙ ΔΙΑ ΝΑ ΕΠΙΒΛΕΨΗ ΚΑΤΑ ΤΑΣ ΓΙΝΟΜΕΝΑΣ ΠΡΟΕΤΟΙΜΑΣΙΑΣ bbox=[43, 23, 378, 78]
birmingham-section: ΑΙΦΝΙΔΙΟΣ ΘΑΝΑΤΟΣ bbox=[1414, 1200, 1540, 1216]
hotline-body: ΓΕΝΕΥΗ, 17. (Γερμ. πρακτ.). — Ἀμερικανοὶ καὶ Σοβιετικοὶ ἐμπειρογνώμονες συνεφώνησαν διὰ τὴν ἀπ' εὐθείας τηλεγραφικὴν σύνδεσιν μεταξὺ Κρεμλίνου καὶ Λευκοῦ Οἴκου. bbox=[1382, 1339, 1573, 1415]
blocks-headline: ΣΥΓΚΕΝΤΡΩΣΙΣ ΙΔΙΟΚΤΗΤΩΝ ΔΙΑΜΕΡΙΣΜΑΤΩΝ bbox=[55, 1102, 158, 1145]
korea-body: ΣΕΟΥΛ, 17. (Ἀσ. Πρές). — Ἡ στρατιωτικὴ κυβέρνησις ἀνεκοίνωσεν ὅτι αἱ προεδρικαὶ ἐκλογαὶ θὰ διεξαχθοῦν περὶ τὰ τέλη τοῦ Σεπτεμβρίου, αἱ δὲ βουλευτικαὶ κατὰ τὸν Ὀκτώβριον. bbox=[414, 111, 632, 176]
society-body: Ὁ κ. καὶ ἡ κ. Κωνσταντίνου θὰ βαπτίσουν τὸ ἄρρεν τέκνον των τὴν 17ην τρέχοντος εἰς τὸν ἱερὸν ναὸν Ἁγίου Δημητρίου. bbox=[23, 635, 190, 687]
divider bbox=[645, 1818, 923, 1821]
divider bbox=[411, 469, 635, 470]
column-2 bbox=[411, 18, 635, 2302]
